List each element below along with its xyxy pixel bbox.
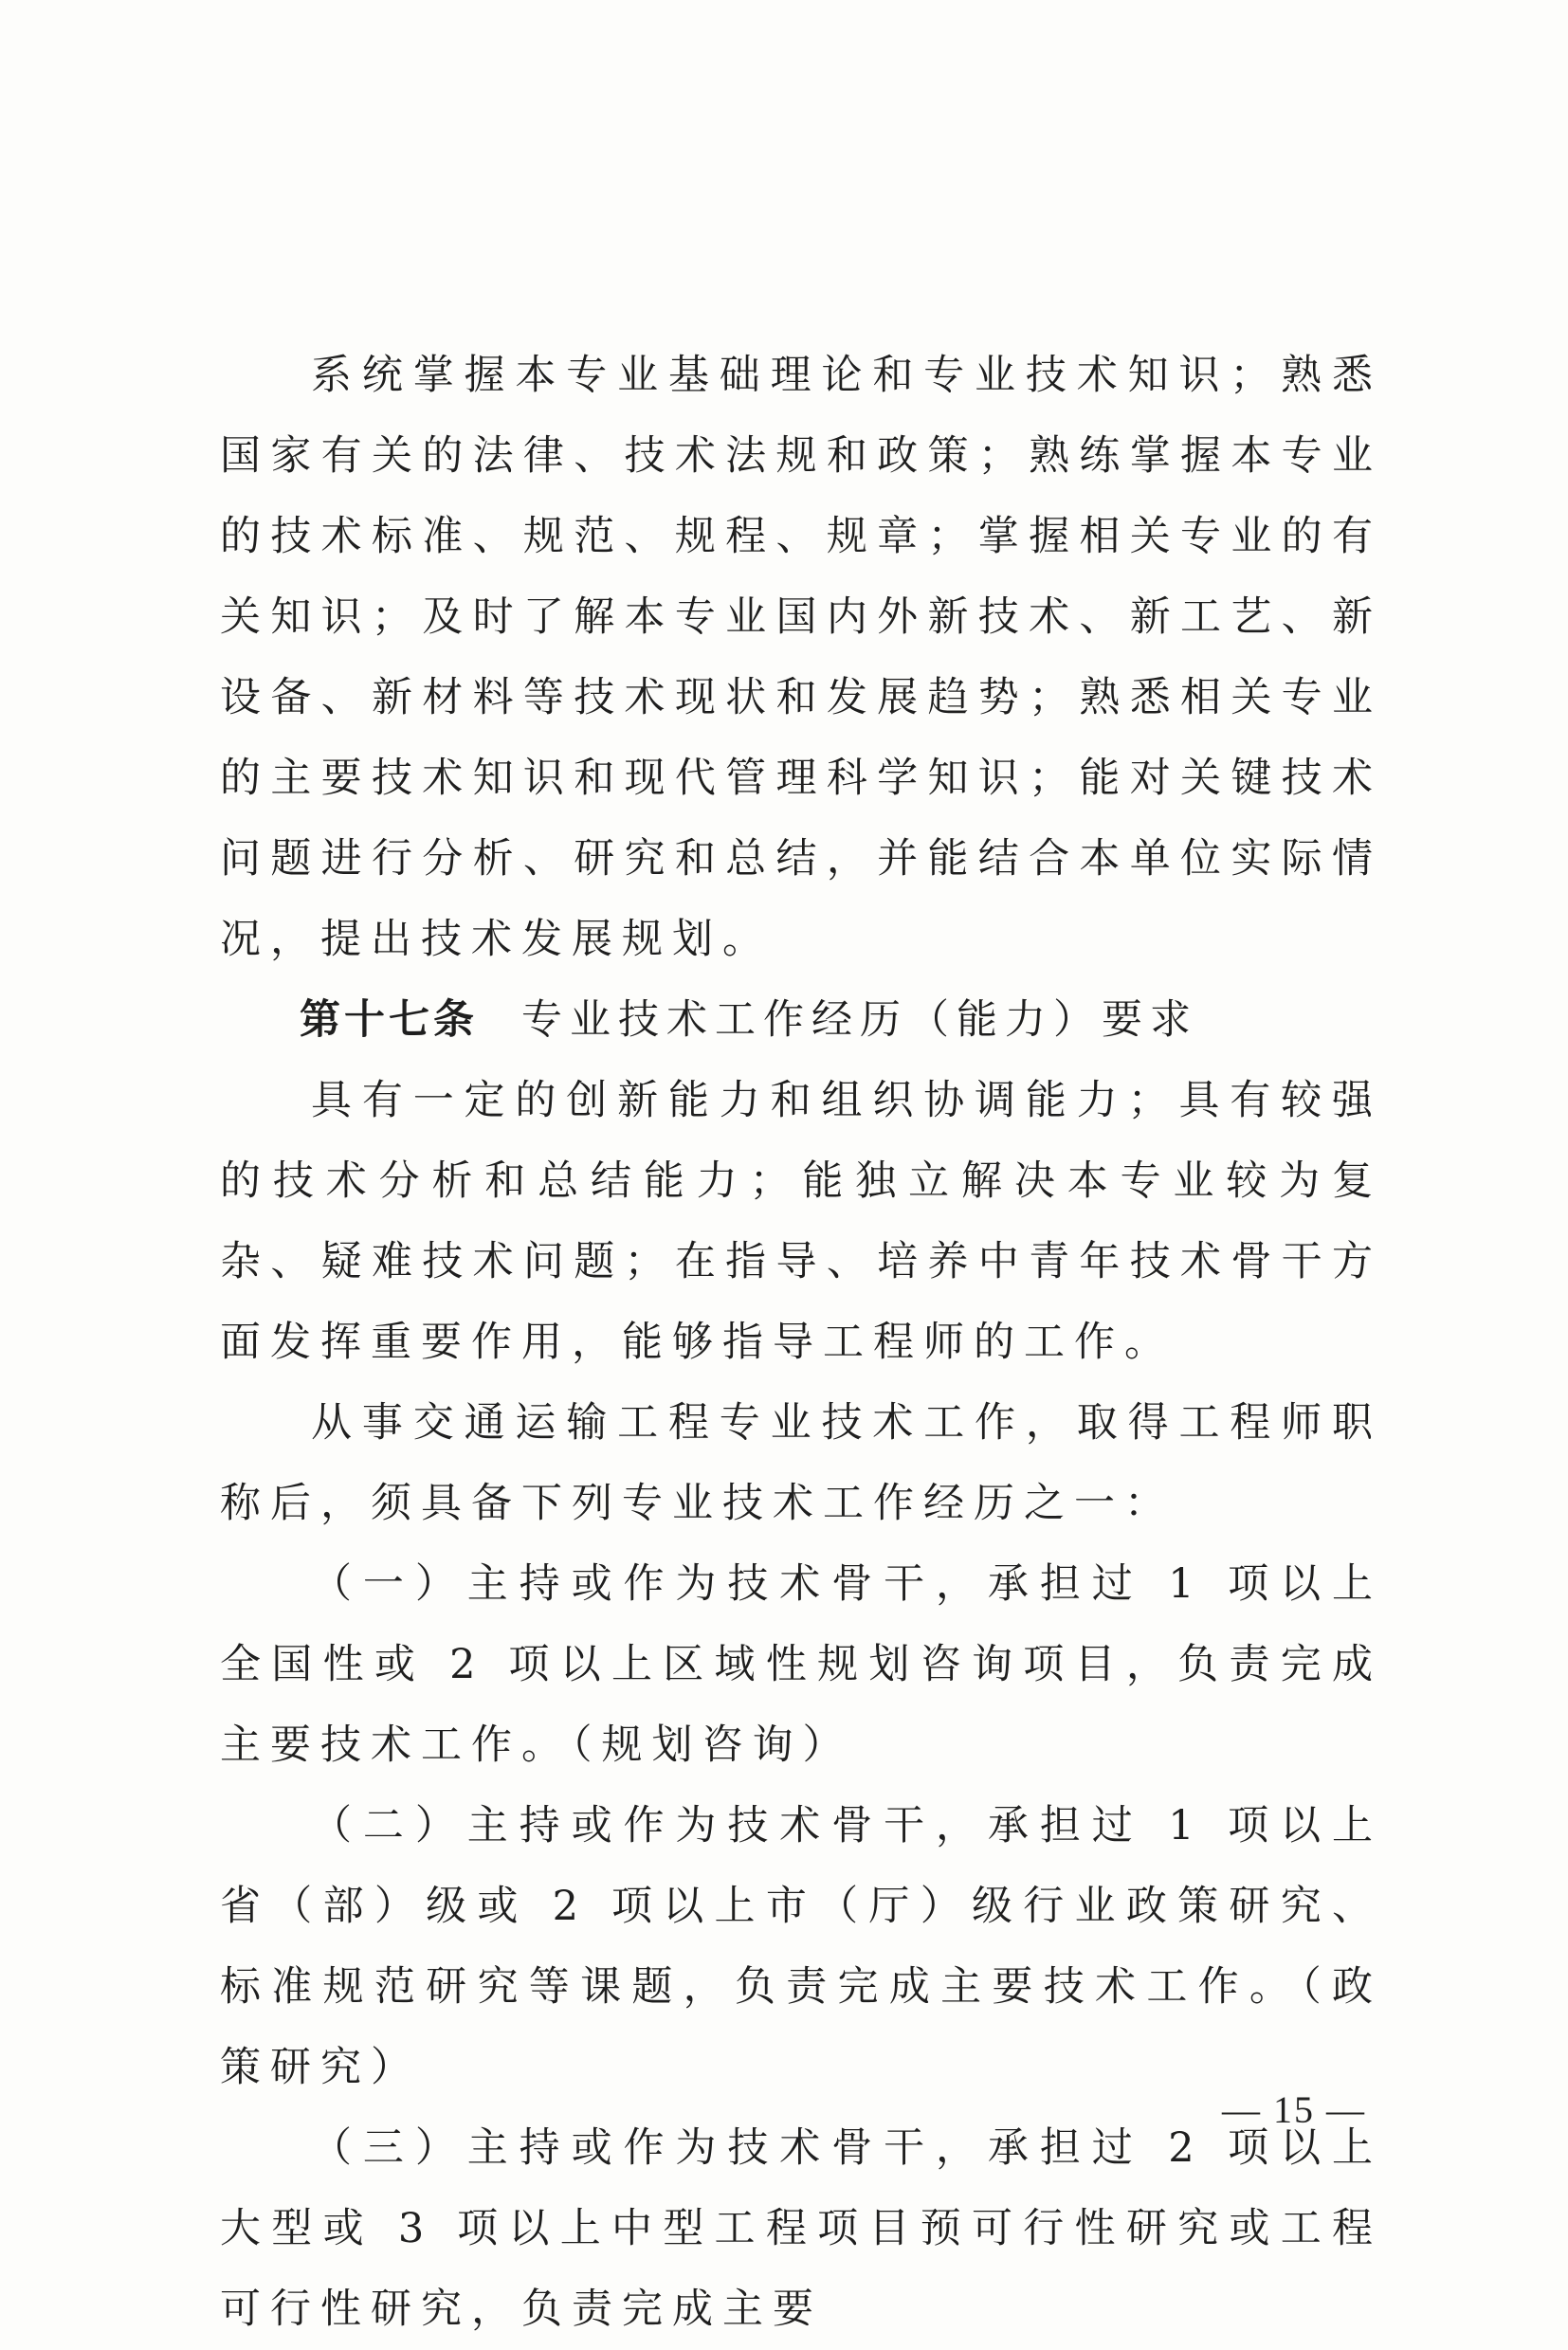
paragraph-experience-intro: 从事交通运输工程专业技术工作，取得工程师职称后，须具备下列专业技术工作经历之一： xyxy=(220,1399,1382,1527)
paragraph-knowledge-requirements: 系统掌握本专业基础理论和专业技术知识；熟悉国家有关的法律、技术法规和政策；熟练掌握本专业的技术标准、规范、规程、规章；掌握相关专业的有关知识；及时了解本专业国内外新技术、新工艺、新设备、新材料等技术现状和发展趋势；熟悉相关专业的主要技术知识和现代管理科学知识；能对关键技术问题进行分析、研究和总结，并能结合本单位实际情况，提出技术发展规划。 xyxy=(220,352,1382,963)
article-title: 专业技术工作经历（能力）要求 xyxy=(521,996,1198,1044)
article-number: 第十七条 xyxy=(300,996,478,1044)
paragraph-ability: 具有一定的创新能力和组织协调能力；具有较强的技术分析和总结能力；能独立解决本专业较为复杂、疑难技术问题；在指导、培养中青年技术骨干方面发挥重要作用，能够指导工程师的工作。 xyxy=(220,1077,1382,1366)
list-item-feasibility-study: （三）主持或作为技术骨干，承担过 2 项以上大型或 3 项以上中型工程项目预可行性研究或工程可行性研究，负责完成主要 xyxy=(220,2124,1382,2333)
page-number: — 15 — xyxy=(1222,2088,1366,2131)
list-item-planning-consulting: （一）主持或作为技术骨干，承担过 1 项以上全国性或 2 项以上区域性规划咨询项目，负责完成主要技术工作。（规划咨询） xyxy=(220,1560,1382,1769)
body-text xyxy=(220,336,1382,2350)
article-heading xyxy=(220,980,1382,1061)
list-item-policy-research: （二）主持或作为技术骨干，承担过 1 项以上省（部）级或 2 项以上市（厅）级行业政策研究、标准规范研究等课题，负责完成主要技术工作。（政策研究） xyxy=(220,1802,1382,2091)
